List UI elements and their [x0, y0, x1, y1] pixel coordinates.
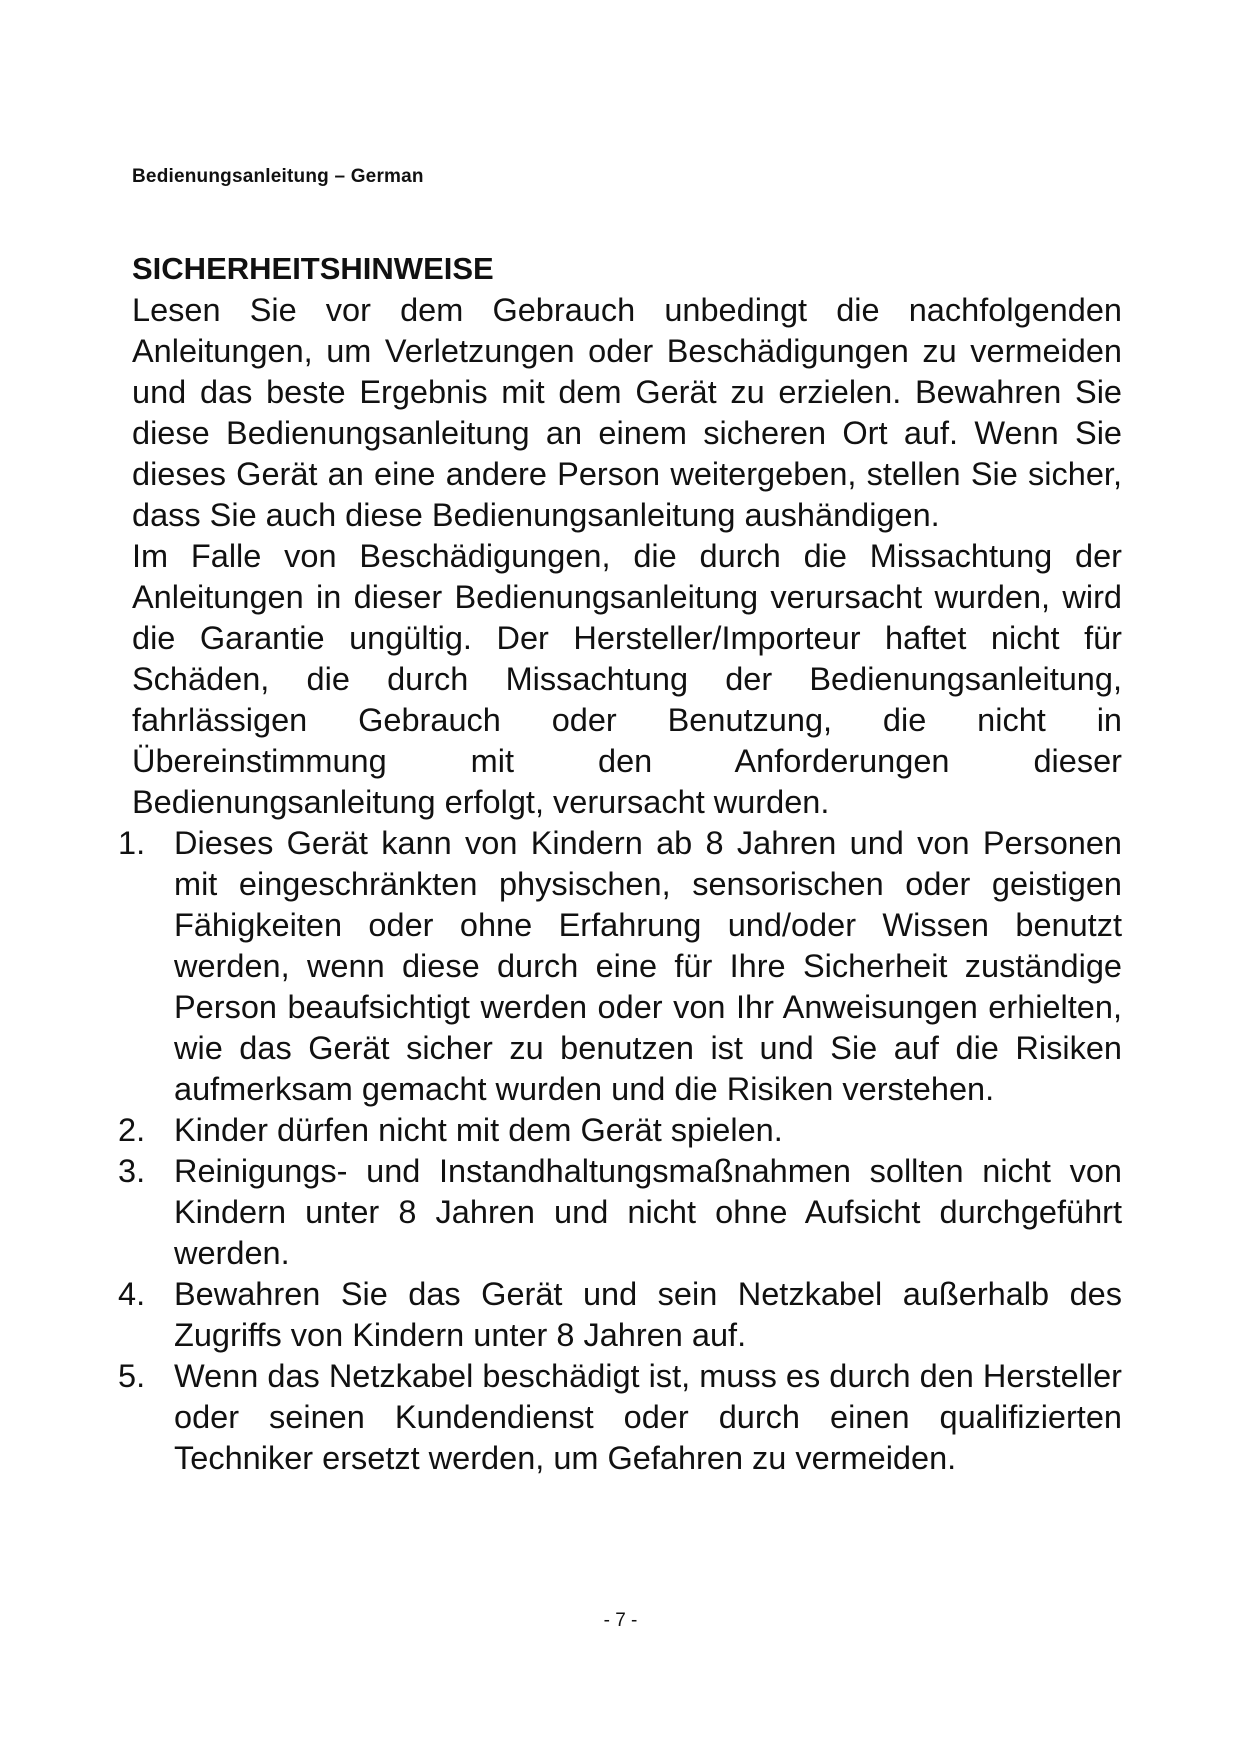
list-item-text: Reinigungs- und Instandhaltungsmaßnahmen sollten nicht von Kindern unter 8 Jahren und nicht ohne Aufsicht durchgeführt werden. — [174, 1153, 1122, 1271]
list-item-text: Kinder dürfen nicht mit dem Gerät spielen. — [174, 1112, 783, 1148]
list-item-text: Wenn das Netzkabel beschädigt ist, muss es durch den Hersteller oder seinen Kundendienst oder durch einen qualifizierten Techniker ersetzt werden, um Gefahren zu vermeiden. — [174, 1358, 1122, 1476]
list-item — [118, 823, 1122, 1110]
list-item-number: 4. — [118, 1276, 146, 1312]
section-title: SICHERHEITSHINWEISE — [132, 251, 494, 286]
warranty-paragraph: Im Falle von Beschädigungen, die durch die Missachtung der Anleitungen in dieser Bedienungsanleitung verursacht wurden, wird die Garantie ungültig. Der Hersteller/Importeur haftet nicht für Schäden, die durch Missachtung der Bedienungsanleitung, fahrlässigen Gebrauch oder Benutzung, die nicht in Übereinstimmung mit den Anforderungen dieser Bedienungsanleitung erfolgt, verursacht wurden. — [132, 538, 1122, 820]
list-item — [118, 1274, 1122, 1356]
intro-paragraph: Lesen Sie vor dem Gebrauch unbedingt die nachfolgenden Anleitungen, um Verletzungen oder Beschädigungen zu vermeiden und das beste Ergebnis mit dem Gerät zu erzielen. Bewahren Sie diese Bedienungsanleitung an einem sicheren Ort auf. Wenn Sie dieses Gerät an eine andere Person weitergeben, stellen Sie sicher, dass Sie auch diese Bedienungsanleitung aushändigen. — [132, 292, 1122, 533]
list-item-number: 3. — [118, 1153, 146, 1189]
safety-list — [118, 823, 1122, 1479]
list-item-number: 2. — [118, 1112, 146, 1148]
page-number: - 7 - — [603, 1610, 638, 1631]
list-item-number: 1. — [118, 825, 146, 861]
page-header: Bedienungsanleitung – German — [132, 166, 424, 187]
list-item-text: Bewahren Sie das Gerät und sein Netzkabel außerhalb des Zugriffs von Kindern unter 8 Jahren auf. — [174, 1276, 1122, 1353]
list-item-text: Dieses Gerät kann von Kindern ab 8 Jahren und von Personen mit eingeschränkten physischen, sensorischen oder geistigen Fähigkeiten oder ohne Erfahrung und/oder Wissen benutzt werden, wenn diese durch eine für Ihre Sicherheit zuständige Person beaufsichtigt werden oder von Ihr Anweisungen erhielten, wie das Gerät sicher zu benutzen ist und Sie auf die Risiken aufmerksam gemacht wurden und die Risiken verstehen. — [174, 825, 1122, 1107]
list-item — [118, 1110, 1122, 1151]
list-item-number: 5. — [118, 1358, 146, 1394]
safety-section — [118, 248, 1122, 1479]
list-item — [118, 1356, 1122, 1479]
list-item — [118, 1151, 1122, 1274]
